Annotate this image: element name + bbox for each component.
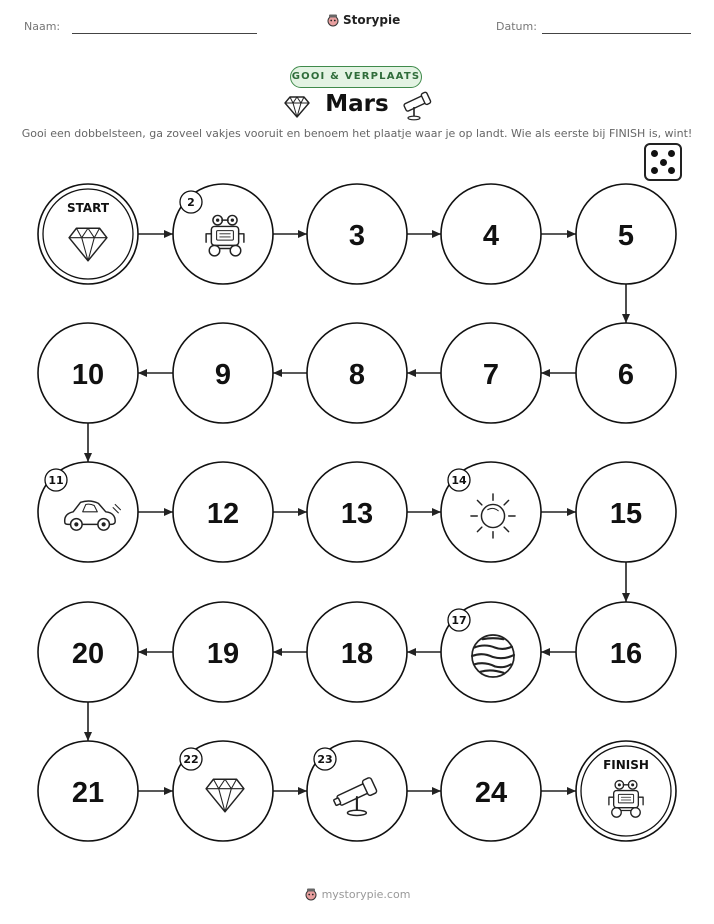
- board-space-22[interactable]: [173, 741, 273, 841]
- space-number: 23: [317, 753, 333, 766]
- page-title: Mars: [325, 91, 389, 117]
- space-number: 12: [206, 498, 240, 530]
- board-space-17[interactable]: [441, 602, 541, 702]
- board-space-14[interactable]: [441, 462, 541, 562]
- board-space-13[interactable]: [307, 462, 407, 562]
- board-space-24[interactable]: [441, 741, 541, 841]
- board-space-21[interactable]: [38, 741, 138, 841]
- board-space-11[interactable]: [38, 462, 138, 562]
- space-number: 14: [451, 474, 467, 487]
- space-number: 17: [451, 614, 467, 627]
- board-space-8[interactable]: [307, 323, 407, 423]
- board-space-18[interactable]: [307, 602, 407, 702]
- brand-name: Storypie: [343, 13, 401, 27]
- board-space-12[interactable]: [173, 462, 273, 562]
- board-space-finish[interactable]: [576, 741, 676, 841]
- space-number: 9: [214, 359, 232, 391]
- space-number: 13: [340, 498, 374, 530]
- space-number: 6: [617, 359, 635, 391]
- date-label: Datum:: [496, 20, 537, 33]
- board-space-2[interactable]: [173, 184, 273, 284]
- board-space-5[interactable]: [576, 184, 676, 284]
- board-space-20[interactable]: [38, 602, 138, 702]
- board-space-6[interactable]: [576, 323, 676, 423]
- space-number: 8: [348, 359, 366, 391]
- board-space-9[interactable]: [173, 323, 273, 423]
- footer-site[interactable]: mystorypie.com: [321, 887, 411, 901]
- start-label: START: [66, 201, 110, 215]
- space-number: 2: [187, 196, 195, 209]
- board-space-7[interactable]: [441, 323, 541, 423]
- space-number: 7: [482, 359, 500, 391]
- board-space-start[interactable]: [38, 184, 138, 284]
- board-space-3[interactable]: [307, 184, 407, 284]
- finish-label: FINISH: [603, 758, 649, 772]
- instructions: Gooi een dobbelsteen, ga zoveel vakjes vooruit en benoem het plaatje waar je op landt. Wie als eerste bij FINISH is, wint!: [21, 127, 693, 140]
- space-circle: [38, 184, 138, 284]
- space-number: 10: [71, 359, 105, 391]
- board-space-15[interactable]: [576, 462, 676, 562]
- board-space-4[interactable]: [441, 184, 541, 284]
- mascot-icon: [304, 887, 318, 901]
- space-number: 4: [482, 220, 500, 252]
- space-number: 20: [71, 638, 105, 670]
- board-space-23[interactable]: [307, 741, 407, 841]
- name-label: Naam:: [24, 20, 61, 33]
- space-number: 19: [206, 638, 240, 670]
- space-number: 15: [609, 498, 643, 530]
- board-space-19[interactable]: [173, 602, 273, 702]
- space-number: 22: [183, 753, 199, 766]
- footer: [0, 887, 714, 901]
- board-space-10[interactable]: [38, 323, 138, 423]
- space-number: 24: [474, 777, 508, 809]
- space-number: 16: [609, 638, 643, 670]
- game-type-badge: GOOI & VERPLAATS: [290, 66, 422, 88]
- space-number: 11: [48, 474, 64, 487]
- space-number: 21: [71, 777, 105, 809]
- board-space-16[interactable]: [576, 602, 676, 702]
- space-number: 3: [348, 220, 366, 252]
- space-number: 18: [340, 638, 374, 670]
- space-number: 5: [617, 220, 635, 252]
